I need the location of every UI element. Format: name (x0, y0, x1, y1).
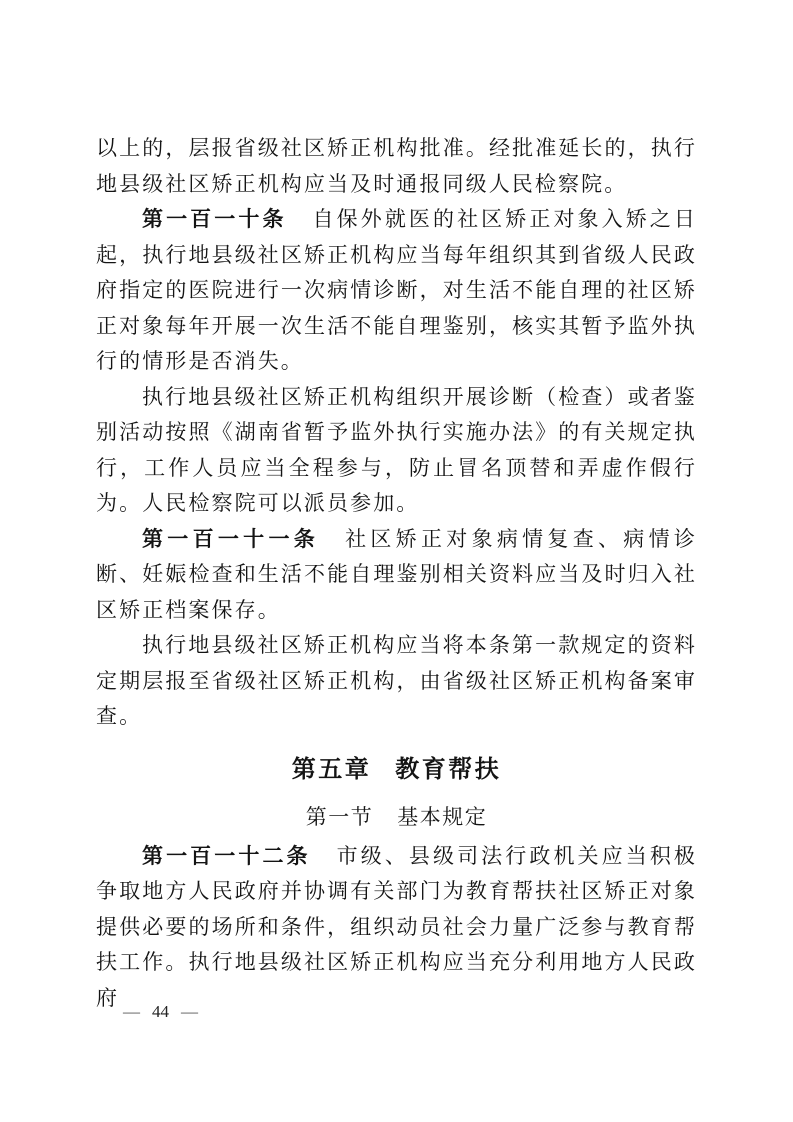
page-footer (123, 1002, 198, 1022)
footer-right-dash: — (181, 1002, 198, 1021)
chapter-heading (96, 750, 697, 790)
chapter-title: 教育帮扶 (395, 755, 502, 783)
footer-left-dash: — (123, 1002, 140, 1021)
section-label: 第一节 (305, 804, 374, 829)
paragraph-article-110 (96, 202, 697, 380)
chapter-label: 第五章 (291, 755, 372, 783)
paragraph-text: 执行地县级社区矫正机构应当将本条第一款规定的资料定期层报至省级社区矫正机构，由省级社区矫正机构备案审查。 (96, 633, 697, 728)
paragraph-text: 以上的，层报省级社区矫正机构批准。经批准延长的，执行地县级社区矫正机构应当及时通报同级人民检察院。 (96, 136, 697, 196)
paragraph-text: 市级、县级司法行政机关应当积极争取地方人民政府并协调有关部门为教育帮扶社区矫正对象提供必要的场所和条件，组织动员社会力量广泛参与教育帮扶工作。执行地县级社区矫正机构应当充分利用地方人民政府 (96, 843, 698, 1010)
page-number: 44 (152, 1002, 169, 1021)
paragraph-article-111 (96, 522, 697, 629)
article-number: 第一百一十一条 (142, 527, 320, 551)
page-content (96, 131, 697, 1016)
paragraph-article-112 (96, 839, 697, 1017)
paragraph-text: 社区矫正对象病情复查、病情诊断、妊娠检查和生活不能自理鉴别相关资料应当及时归入社区矫正档案保存。 (96, 526, 697, 622)
paragraph-continuation (96, 131, 697, 202)
paragraph-body (96, 628, 697, 735)
paragraph-body (96, 380, 697, 522)
paragraph-text: 自保外就医的社区矫正对象入矫之日起，执行地县级社区矫正机构应当每年组织其到省级人民政府指定的医院进行一次病情诊断，对生活不能自理的社区矫正对象每年开展一次生活不能自理鉴别，核实其暂予监外执行的情形是否消失。 (96, 207, 697, 373)
article-number: 第一百一十条 (142, 208, 287, 231)
paragraph-text: 执行地县级社区矫正机构组织开展诊断（检查）或者鉴别活动按照《湖南省暂予监外执行实施办法》的有关规定执行，工作人员应当全程参与，防止冒名顶替和弄虚作假行为。人民检察院可以派员参加。 (96, 384, 697, 515)
section-title: 基本规定 (397, 804, 488, 829)
section-heading (96, 798, 697, 836)
article-number: 第一百一十二条 (142, 844, 311, 868)
